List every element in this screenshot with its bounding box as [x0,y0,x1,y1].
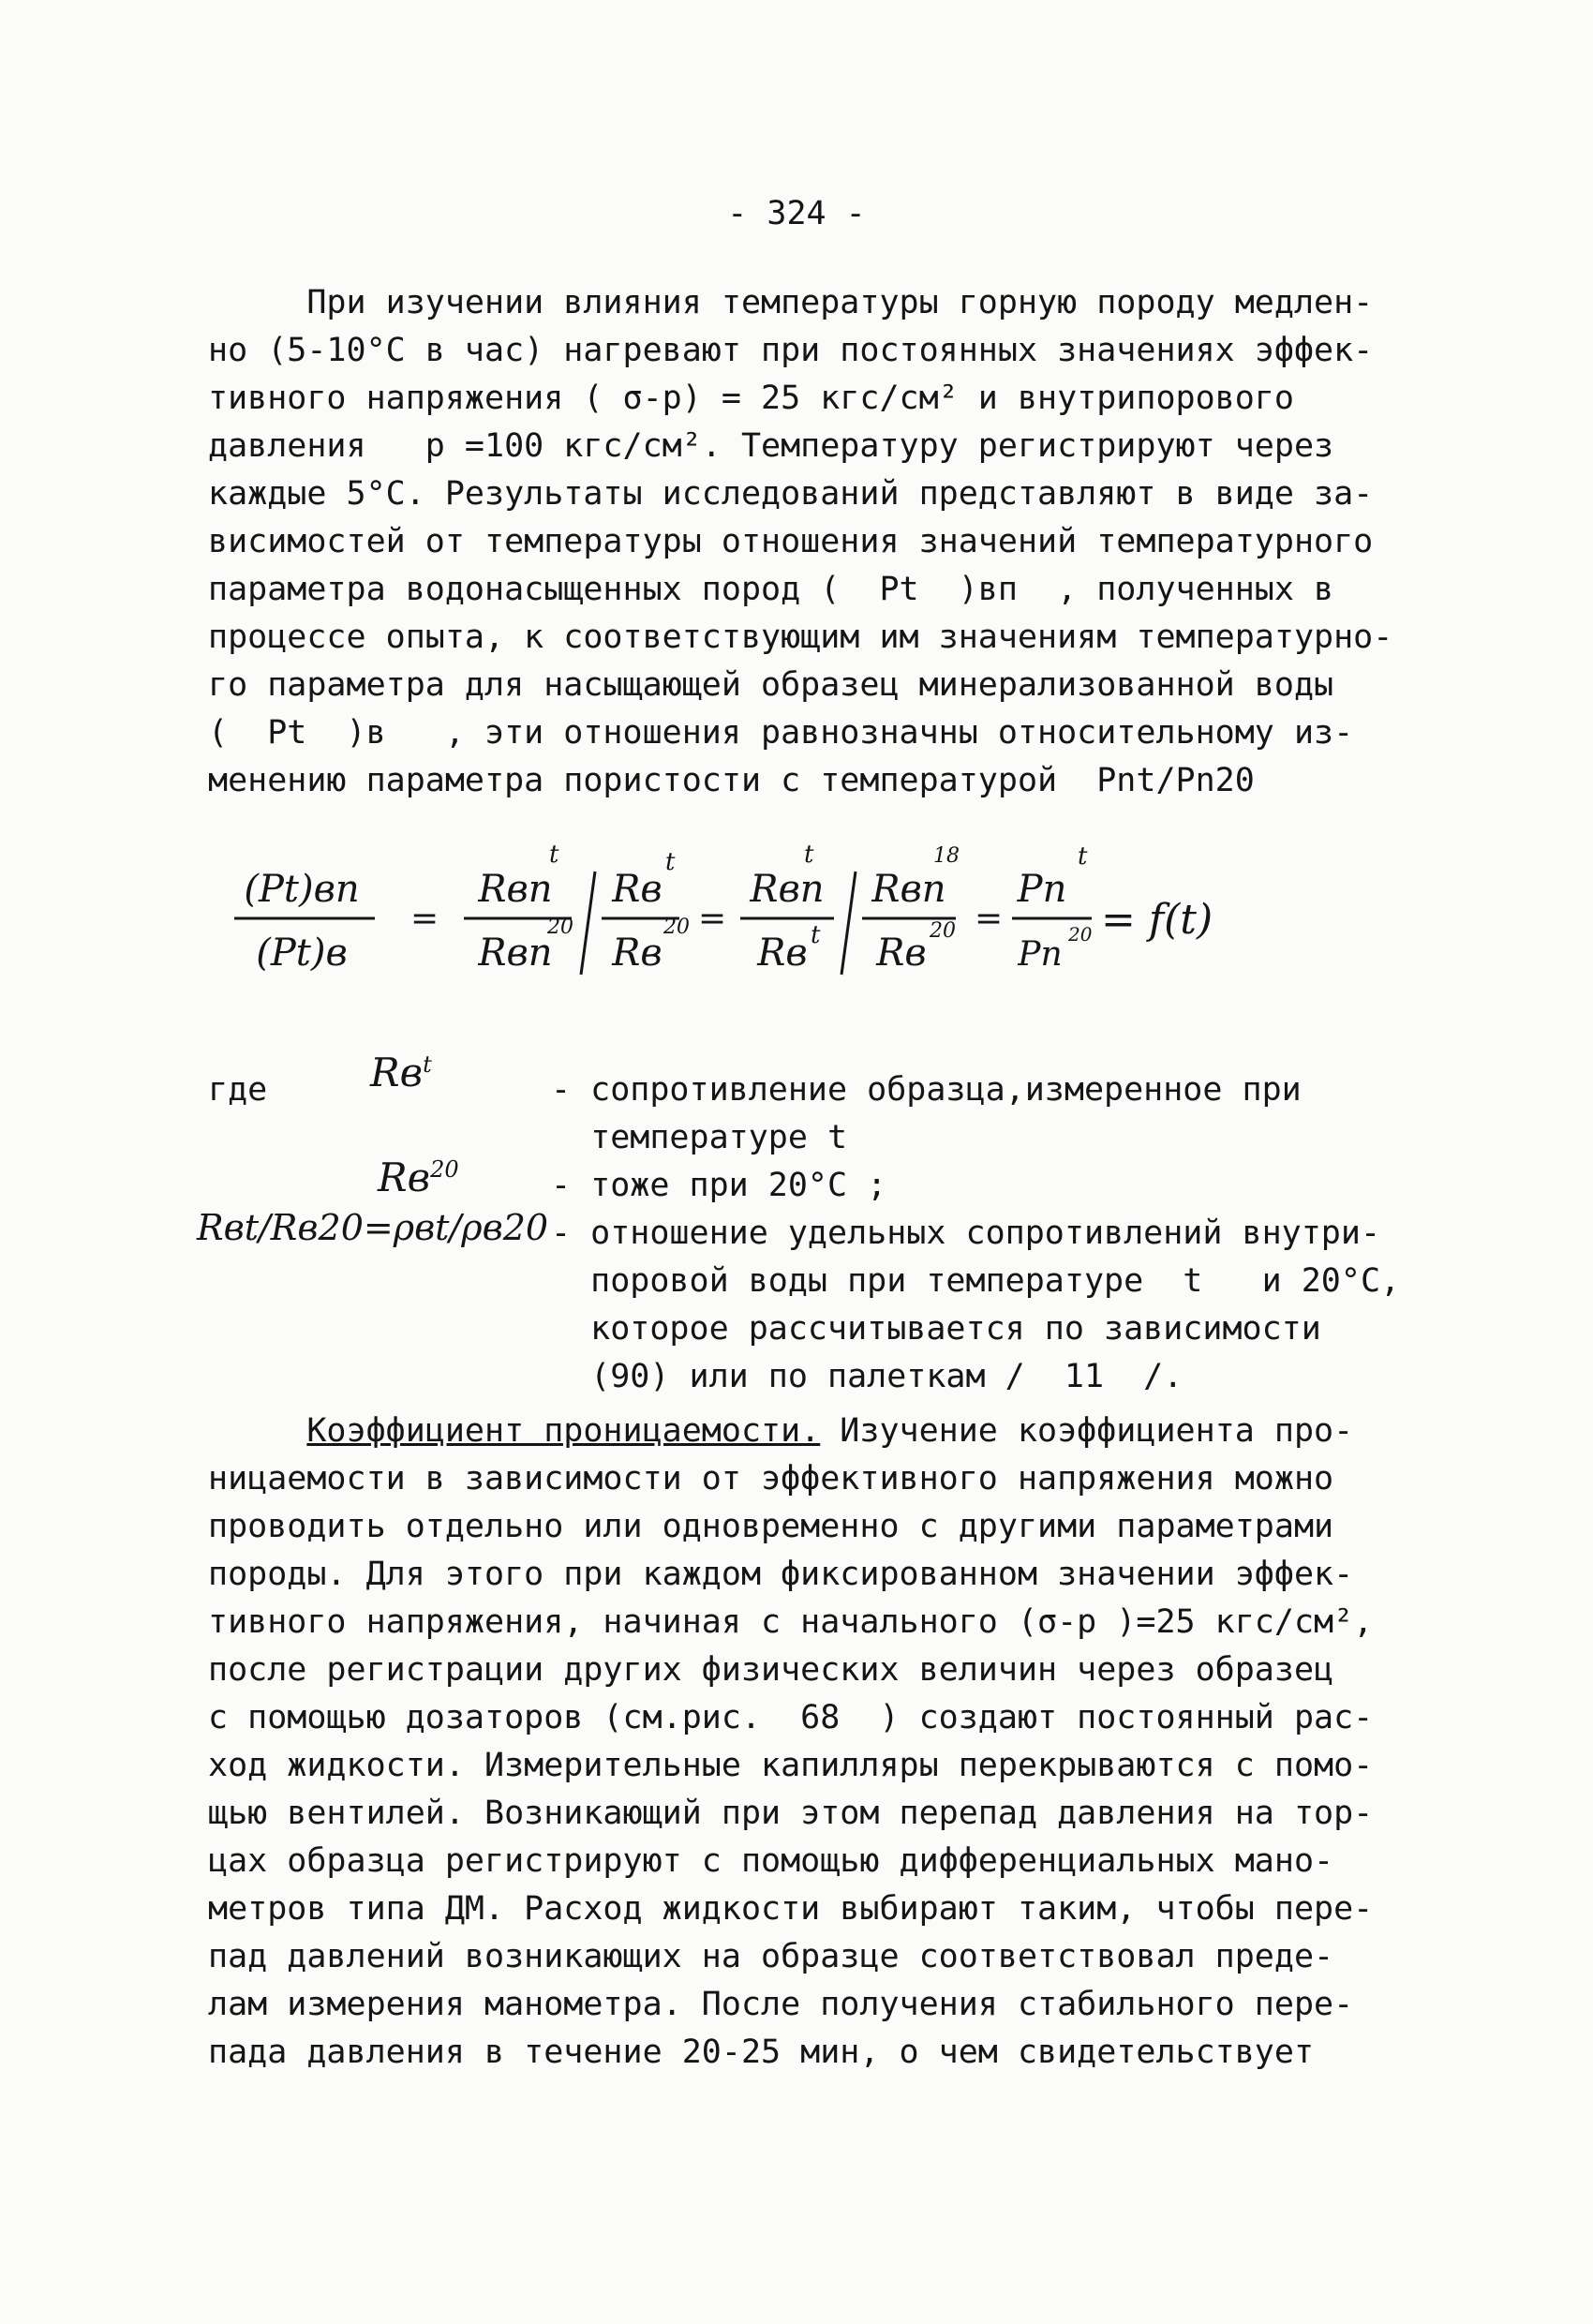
para2-line: лам измерения манометра. После получения стабильного пере- [208,1986,1354,2023]
para1-line: го параметра для насыщающей образец минерализованной воды [208,666,1334,704]
eq-t2-den: Rв [612,931,663,975]
para1-line: процессе опыта, к соответствующим им значениям температурно- [208,618,1393,656]
eq-t3-den: Rв [757,931,808,975]
svg-text:=: = [698,900,727,938]
para1-line: висимостей от температуры отношения значений температурного [208,523,1374,560]
para2-line: метров типа ДМ. Расход жидкости выбирают таким, чтобы пере- [208,1890,1374,1928]
svg-text:=: = [975,900,1004,938]
para1-line: тивного напряжения ( σ-p) = 25 кгс/см² и внутрипорового [208,380,1294,417]
eq-lhs-numerator: (Pt)вп [244,868,360,911]
para2-line: после регистрации других физических величин через образец [208,1651,1334,1689]
para1-line: давления p =100 кгс/см². Температуру регистрируют через [208,427,1334,465]
def-text-3 [551,1210,1441,1401]
para2-line: с помощью дозаторов (см.рис. 68 ) создают постоянный рас- [208,1699,1374,1736]
def-symbol-ratio: Rвt/Rв20=ρвt/ρв20 [197,1207,549,1248]
page-number: - 324 - [727,195,866,232]
eq-t1-den-sup: 20 [547,916,573,939]
para2-line: пад давлений возникающих на образце соответствовал преде- [208,1938,1334,1975]
svg-text:=: = [410,900,439,938]
eq-t4-num-sup: 18 [933,844,960,868]
eq-t1-den: Rвп [478,931,553,975]
def1-line: - сопротивление образца,измеренное при [551,1071,1302,1109]
def3-line: - отношение удельных сопротивлений внутри- [551,1214,1381,1252]
eq-t5-den-sup: 20 [1068,923,1093,946]
para1-line: но (5-10°С в час) нагревают при постоянных значениях эффек- [208,332,1374,369]
def-symbol-rb20: $Rв^{20}$ [378,1155,459,1200]
eq-t3-num: Rвп [750,868,825,911]
eq-t5-den: Pn [1018,935,1063,974]
para2-line: щью вентилей. Возникающий при этом перепад давления на тор- [208,1795,1374,1832]
eq-t3-num-sup: t [804,843,814,869]
where-label: где [208,1071,268,1109]
eq-t5-num-sup: t [1078,843,1088,871]
def2-line: - тоже при 20°С ; [551,1167,887,1204]
eq-t2-den-sup: 20 [663,916,690,939]
temperature-parameter-equation [234,843,1359,1003]
para1-line: менению параметра пористости с температурой Pnt/Pn20 [208,762,1255,799]
def-text-1 [551,1066,1441,1162]
eq-t1-num: Rвп [478,868,553,911]
para2-line: пада давления в течение 20-25 мин, о чем свидетельствует [208,2034,1315,2071]
def-symbol-rbt: $Rв^t$ [370,1050,432,1095]
eq-t5-num: Pn [1017,868,1067,911]
paragraph-permeability [208,1408,1417,2077]
eq-t4-den-sup: 20 [930,919,956,943]
def1-line: температуре t [551,1119,848,1156]
para1-line: При изучении влияния температуры горную породу медлен- [208,284,1374,321]
eq-t4-den: Rв [876,931,927,975]
para2-line: породы. Для этого при каждом фиксированном значении эффек- [208,1556,1354,1593]
paragraph-temperature [208,279,1417,805]
eq-t3-den-sup: t [811,921,821,949]
para2-line: проводить отдельно или одновременно с другими параметрами [208,1508,1334,1545]
def3-line: (90) или по палеткам / 11 /. [551,1358,1184,1395]
para1-line: ( Pt )в , эти отношения равнозначны относительному из- [208,714,1354,752]
eq-t2-num-sup: t [665,848,676,876]
para2-line: тивного напряжения, начиная с начального (σ-p )=25 кгс/см², [208,1603,1374,1641]
eq-t2-num: Rв [612,868,663,911]
para1-line: каждые 5°С. Результаты исследований представляют в виде за- [208,475,1374,513]
permeability-first-line-rest: Изучение коэффициента про- [820,1412,1354,1450]
para1-line: параметра водонасыщенных пород ( Pt )вп , полученных в [208,571,1334,608]
def-text-2 [551,1162,1441,1210]
def3-line: которое рассчитывается по зависимости [551,1310,1321,1348]
eq-t4-num: Rвп [871,868,946,911]
eq-lhs-denominator: (Pt)в [256,931,348,975]
eq-rhs: = f(t) [1101,896,1213,944]
para2-line: ницаемости в зависимости от эффективного напряжения можно [208,1460,1334,1497]
para2-line: ход жидкости. Измерительные капилляры перекрываются с помо- [208,1747,1374,1784]
def3-line: поровой воды при температуре t и 20°С, [551,1262,1401,1300]
eq-t1-num-sup: t [549,843,559,869]
para2-line: цах образца регистрируют с помощью дифференциальных мано- [208,1842,1334,1880]
permeability-heading: Коэффициент проницаемости. [306,1412,821,1450]
